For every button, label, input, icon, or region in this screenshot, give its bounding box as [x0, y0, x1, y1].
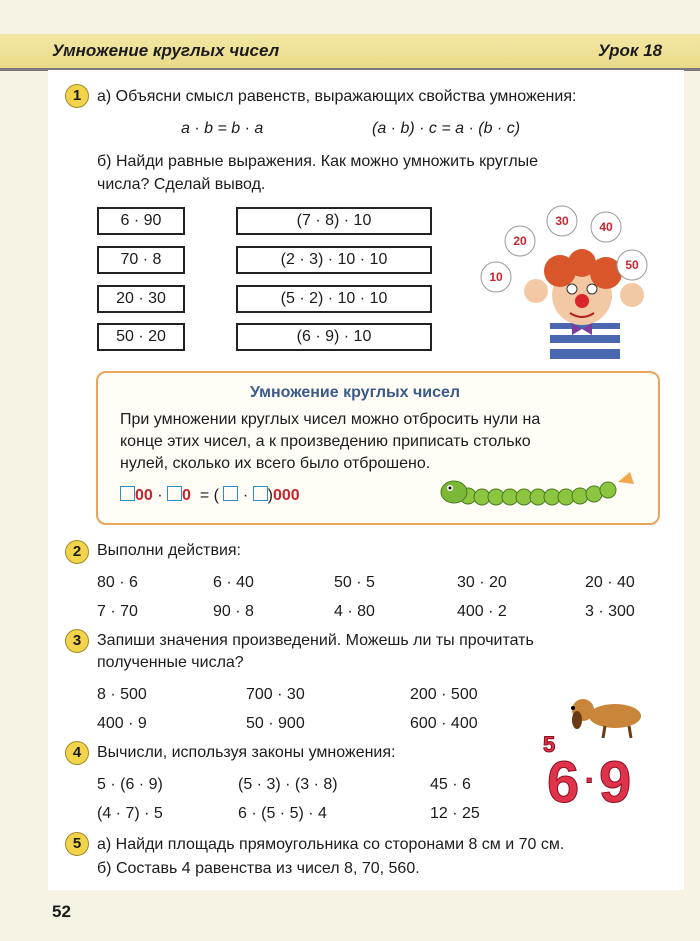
ball-40-label: 40	[599, 220, 613, 234]
task3-line1: Запиши значения произведений. Можешь ли ты прочитать	[97, 632, 534, 649]
rule-formula	[120, 486, 300, 505]
ball-50-label: 50	[625, 258, 639, 272]
task2-expr: 3 · 300	[585, 603, 635, 620]
caterpillar-illustration	[438, 470, 643, 512]
task2-expr: 50 · 5	[334, 574, 375, 591]
clown-hand-right	[620, 283, 644, 307]
task-number-2: 2	[65, 540, 89, 564]
left-box-4: 50 · 20	[97, 323, 185, 351]
task5-line2: б) Составь 4 равенства из чисел 8, 70, 560.	[97, 860, 420, 877]
digit-5: 5	[543, 732, 556, 757]
task3-expr: 700 · 30	[246, 686, 305, 703]
rule-title: Умножение круглых чисел	[250, 384, 461, 401]
caterpillar-head	[441, 481, 467, 503]
right-box-2: (2 · 3) · 10 · 10	[236, 246, 432, 274]
zeros-000: 000	[272, 487, 300, 504]
task4-text: Вычисли, используя законы умножения:	[97, 744, 396, 761]
task5-line1: а) Найди площадь прямоугольника со сторонами 8 см и 70 см.	[97, 836, 565, 853]
task3-expr: 400 · 9	[97, 715, 147, 732]
dot-sign: ·	[242, 487, 249, 504]
right-box-4: (6 · 9) · 10	[236, 323, 432, 351]
formula-associative: (a · b) · c = a · (b · c)	[372, 120, 521, 137]
zeros-00: 00	[135, 487, 153, 504]
task3-expr: 600 · 400	[410, 715, 478, 732]
clown-nose	[575, 294, 589, 308]
blank-square	[120, 486, 135, 501]
task1-b-line1: б) Найди равные выражения. Как можно умножить круглые	[97, 153, 539, 170]
digit-9: 9	[599, 750, 632, 815]
task4-expr: 6 · (5 · 5) · 4	[238, 805, 327, 822]
task2-expr: 7 · 70	[97, 603, 138, 620]
lesson-label: Урок 18	[598, 41, 663, 60]
ball-30-label: 30	[555, 214, 569, 228]
task1-b-line2: числа? Сделай вывод.	[97, 176, 266, 193]
dog-digits-illustration	[535, 690, 655, 820]
task4-expr: 5 · (6 · 9)	[97, 776, 163, 793]
clown-hand-left	[524, 279, 548, 303]
formula-commutative: a · b = b · a	[181, 120, 264, 137]
task2-expr: 400 · 2	[457, 603, 507, 620]
task2-text: Выполни действия:	[97, 542, 241, 559]
task2-expr: 4 · 80	[334, 603, 375, 620]
task4-expr: (5 · 3) · (3 · 8)	[238, 776, 338, 793]
task-number-4: 4	[65, 741, 89, 765]
dot-sign: ·	[157, 487, 163, 504]
task2-expr: 80 · 6	[97, 574, 138, 591]
task3-expr: 50 · 900	[246, 715, 305, 732]
task2-expr: 90 · 8	[213, 603, 254, 620]
task-number-3: 3	[65, 629, 89, 653]
task3-line2: полученные числа?	[97, 654, 244, 671]
task-number-5: 5	[65, 832, 89, 856]
rule-line-3: нулей, сколько их всего было отброшено.	[120, 455, 431, 472]
task4-expr: 12 · 25	[430, 805, 480, 822]
ball-10-label: 10	[489, 270, 503, 284]
task4-expr: (4 · 7) · 5	[97, 805, 163, 822]
task2-expr: 30 · 20	[457, 574, 507, 591]
ball-20-label: 20	[513, 234, 527, 248]
rule-line-1: При умножении круглых чисел можно отбросить нули на	[120, 411, 541, 428]
blank-square	[167, 486, 182, 501]
page-number: 52	[52, 902, 71, 921]
task-number-1: 1	[65, 84, 89, 108]
blank-square	[223, 486, 238, 501]
task2-expr: 20 · 40	[585, 574, 635, 591]
left-box-3: 20 · 30	[97, 285, 185, 313]
task3-expr: 8 · 500	[97, 686, 147, 703]
close-paren: )	[267, 487, 273, 504]
page-title: Умножение круглых чисел	[52, 41, 280, 60]
left-box-2: 70 · 8	[97, 246, 185, 274]
blank-square	[253, 486, 268, 501]
equals-open: = (	[199, 487, 219, 504]
rule-line-2: конце этих чисел, а к произведению приписать столько	[120, 433, 531, 450]
right-box-1: (7 · 8) · 10	[236, 207, 432, 235]
butterfly-icon	[618, 472, 634, 484]
task2-expr: 6 · 40	[213, 574, 254, 591]
clown-juggler-illustration	[470, 195, 670, 360]
task3-expr: 200 · 500	[410, 686, 478, 703]
task4-expr: 45 · 6	[430, 776, 471, 793]
digit-dot: ·	[585, 764, 595, 797]
right-box-3: (5 · 2) · 10 · 10	[236, 285, 432, 313]
task1-a-text: а) Объясни смысл равенств, выражающих свойства умножения:	[97, 88, 577, 105]
digit-6: 6	[547, 750, 580, 815]
left-box-1: 6 · 90	[97, 207, 185, 235]
zeros-0: 0	[182, 487, 191, 504]
dog-body	[589, 704, 641, 728]
